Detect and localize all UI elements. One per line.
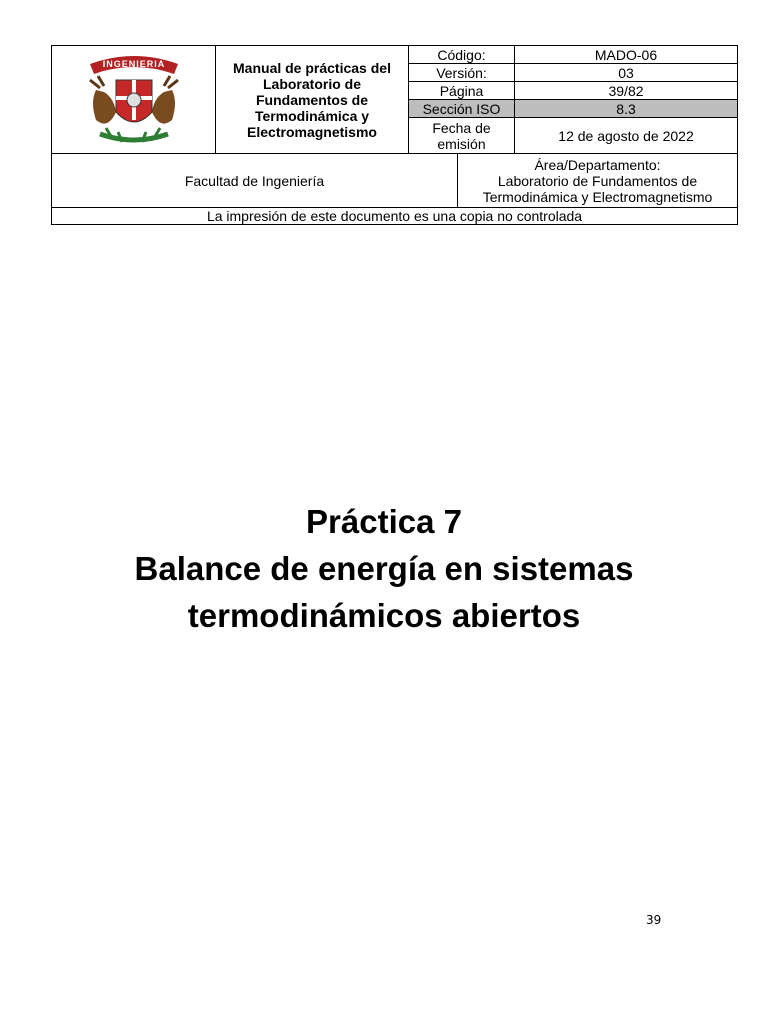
code-label: Código: xyxy=(409,46,515,64)
issue-date-value: 12 de agosto de 2022 xyxy=(515,118,738,154)
page-label: Página xyxy=(409,82,515,100)
iso-section-value: 8.3 xyxy=(515,100,738,118)
area-line: Laboratorio de Fundamentos de xyxy=(497,172,698,189)
title-line: Termodinámica y xyxy=(254,107,370,124)
practice-title-line: Balance de energía en sistemas xyxy=(134,550,634,587)
code-value: MADO-06 xyxy=(515,46,738,64)
logo-text: INGENIERIA xyxy=(102,58,165,69)
page-value: 39/82 xyxy=(515,82,738,100)
manual-title xyxy=(216,46,409,154)
version-label: Versión: xyxy=(409,64,515,82)
practice-title-line: termodinámicos abiertos xyxy=(187,597,581,634)
title-line: Manual de prácticas del xyxy=(233,59,391,76)
issue-date-label-line: emisión xyxy=(437,135,486,152)
iso-section-label: Sección ISO xyxy=(409,100,515,118)
unam-engineering-logo-icon xyxy=(86,50,182,150)
title-line: Electromagnetismo xyxy=(247,123,377,140)
document-header xyxy=(51,45,737,225)
version-value: 03 xyxy=(515,64,738,82)
area-line: Termodinámica y Electromagnetismo xyxy=(482,188,713,205)
practice-number: Práctica 7 xyxy=(306,503,462,540)
title-line: Laboratorio de Fundamentos de xyxy=(255,75,368,108)
issue-date-label-line: Fecha de xyxy=(432,119,491,136)
issue-date-label xyxy=(409,118,515,154)
faculty: Facultad de Ingeniería xyxy=(52,154,458,208)
logo-cell xyxy=(52,46,216,154)
area-line: Área/Departamento: xyxy=(534,156,661,173)
practice-heading xyxy=(0,498,768,639)
page-number: 39 xyxy=(646,913,662,927)
area-department xyxy=(458,154,738,208)
uncontrolled-copy-notice: La impresión de este documento es una copia no controlada xyxy=(52,208,738,225)
